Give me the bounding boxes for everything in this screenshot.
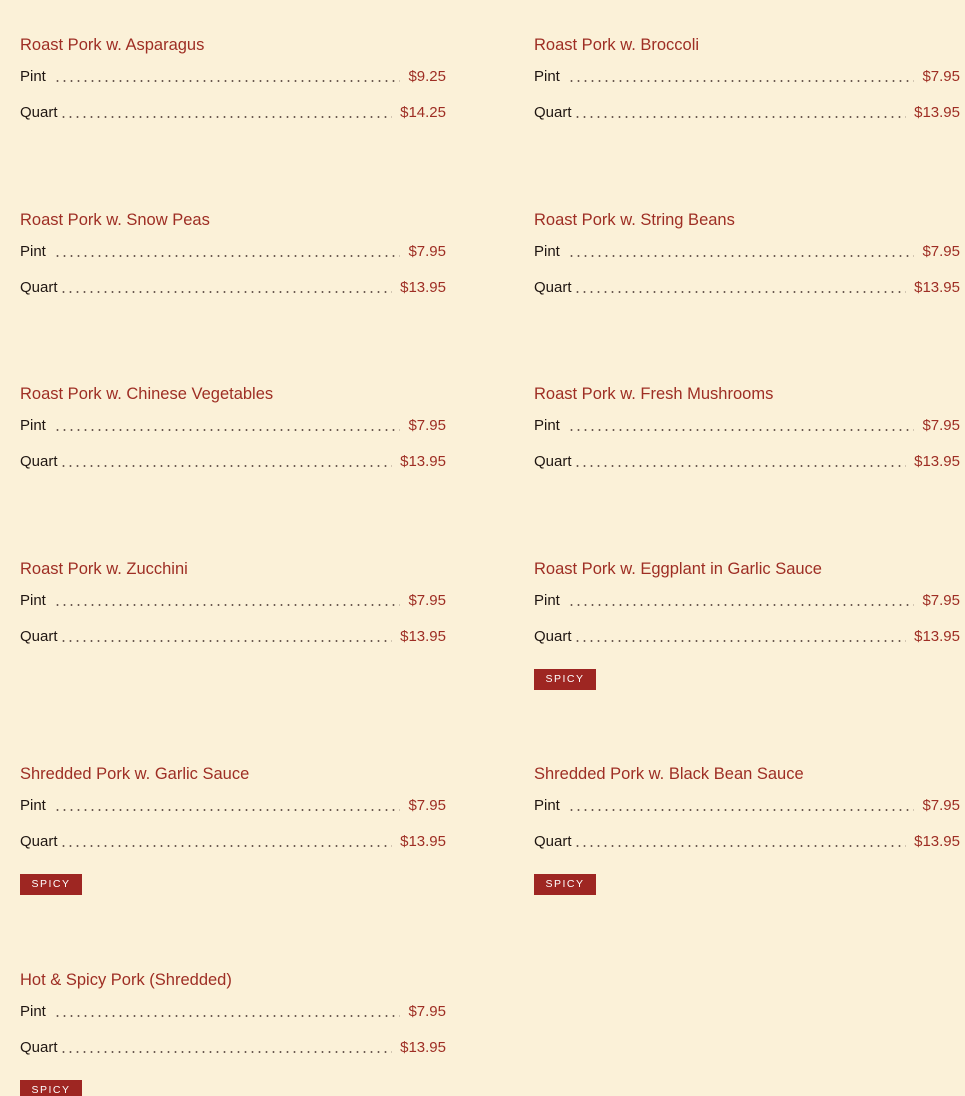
quart-price-row[interactable] [534, 276, 960, 298]
size-label-pint: Pint [534, 67, 560, 85]
dot-leader [60, 291, 393, 293]
dot-leader [574, 640, 907, 642]
quart-price-row[interactable] [20, 625, 446, 647]
quart-price: $13.95 [400, 278, 446, 296]
dot-leader [54, 429, 401, 431]
menu-item-title[interactable]: Hot & Spicy Pork (Shredded) [20, 971, 232, 989]
menu-item-title[interactable]: Roast Pork w. Eggplant in Garlic Sauce [534, 560, 822, 578]
menu-item-title[interactable]: Roast Pork w. Zucchini [20, 560, 188, 578]
dot-leader [60, 116, 393, 118]
pint-price: $7.95 [408, 1002, 446, 1020]
quart-price-row[interactable] [534, 830, 960, 852]
size-label-quart: Quart [534, 627, 572, 645]
dot-leader [60, 640, 393, 642]
size-label-quart: Quart [20, 452, 58, 470]
quart-price: $14.25 [400, 103, 446, 121]
pint-price: $7.95 [922, 591, 960, 609]
pint-price-row[interactable] [534, 794, 960, 816]
menu-item-title[interactable]: Roast Pork w. Fresh Mushrooms [534, 385, 774, 403]
quart-price-row[interactable] [20, 101, 446, 123]
pint-price: $7.95 [922, 416, 960, 434]
dot-leader [60, 845, 393, 847]
size-label-pint: Pint [534, 242, 560, 260]
pint-price-row[interactable] [534, 240, 960, 262]
pint-price: $7.95 [408, 416, 446, 434]
size-label-quart: Quart [20, 832, 58, 850]
dot-leader [568, 255, 915, 257]
size-label-quart: Quart [534, 832, 572, 850]
quart-price: $13.95 [400, 1038, 446, 1056]
pint-price-row[interactable] [20, 240, 446, 262]
menu-item-title[interactable]: Roast Pork w. String Beans [534, 211, 735, 229]
dot-leader [54, 1015, 401, 1017]
size-label-quart: Quart [20, 1038, 58, 1056]
spicy-badge: SPICY [534, 669, 596, 690]
dot-leader [54, 604, 401, 606]
pint-price-row[interactable] [534, 414, 960, 436]
pint-price-row[interactable] [20, 414, 446, 436]
pint-price: $7.95 [408, 591, 446, 609]
dot-leader [60, 465, 393, 467]
spicy-badge: SPICY [20, 1080, 82, 1096]
size-label-quart: Quart [534, 452, 572, 470]
menu-item-title[interactable]: Roast Pork w. Snow Peas [20, 211, 210, 229]
pint-price-row[interactable] [534, 65, 960, 87]
quart-price: $13.95 [914, 452, 960, 470]
size-label-quart: Quart [534, 278, 572, 296]
quart-price-row[interactable] [20, 1036, 446, 1058]
size-label-quart: Quart [20, 103, 58, 121]
size-label-pint: Pint [20, 796, 46, 814]
quart-price-row[interactable] [20, 450, 446, 472]
size-label-pint: Pint [20, 242, 46, 260]
pint-price-row[interactable] [534, 589, 960, 611]
spicy-badge: SPICY [20, 874, 82, 895]
pint-price: $7.95 [922, 242, 960, 260]
size-label-quart: Quart [534, 103, 572, 121]
pint-price: $7.95 [922, 796, 960, 814]
menu-item-title[interactable]: Roast Pork w. Broccoli [534, 36, 700, 54]
quart-price: $13.95 [400, 832, 446, 850]
dot-leader [54, 255, 401, 257]
pint-price: $9.25 [408, 67, 446, 85]
pint-price-row[interactable] [20, 589, 446, 611]
dot-leader [568, 604, 915, 606]
dot-leader [574, 116, 907, 118]
size-label-pint: Pint [20, 67, 46, 85]
dot-leader [568, 80, 915, 82]
pint-price: $7.95 [408, 796, 446, 814]
size-label-pint: Pint [534, 591, 560, 609]
pint-price-row[interactable] [20, 65, 446, 87]
quart-price: $13.95 [914, 278, 960, 296]
quart-price-row[interactable] [534, 101, 960, 123]
spicy-badge: SPICY [534, 874, 596, 895]
dot-leader [54, 80, 401, 82]
dot-leader [574, 465, 907, 467]
pint-price: $7.95 [408, 242, 446, 260]
size-label-pint: Pint [534, 796, 560, 814]
menu-item-title[interactable]: Roast Pork w. Chinese Vegetables [20, 385, 274, 403]
quart-price-row[interactable] [534, 450, 960, 472]
dot-leader [574, 291, 907, 293]
size-label-pint: Pint [20, 416, 46, 434]
quart-price-row[interactable] [534, 625, 960, 647]
quart-price: $13.95 [400, 627, 446, 645]
quart-price: $13.95 [914, 832, 960, 850]
dot-leader [60, 1051, 393, 1053]
size-label-pint: Pint [20, 1002, 46, 1020]
menu-item-title[interactable]: Shredded Pork w. Garlic Sauce [20, 765, 250, 783]
pint-price: $7.95 [922, 67, 960, 85]
size-label-quart: Quart [20, 278, 58, 296]
menu-item-title[interactable]: Shredded Pork w. Black Bean Sauce [534, 765, 804, 783]
pint-price-row[interactable] [20, 1000, 446, 1022]
dot-leader [574, 845, 907, 847]
dot-leader [568, 809, 915, 811]
pint-price-row[interactable] [20, 794, 446, 816]
menu-item-title[interactable]: Roast Pork w. Asparagus [20, 36, 205, 54]
size-label-pint: Pint [20, 591, 46, 609]
quart-price: $13.95 [400, 452, 446, 470]
size-label-pint: Pint [534, 416, 560, 434]
quart-price: $13.95 [914, 103, 960, 121]
dot-leader [568, 429, 915, 431]
quart-price-row[interactable] [20, 830, 446, 852]
quart-price-row[interactable] [20, 276, 446, 298]
size-label-quart: Quart [20, 627, 58, 645]
dot-leader [54, 809, 401, 811]
quart-price: $13.95 [914, 627, 960, 645]
